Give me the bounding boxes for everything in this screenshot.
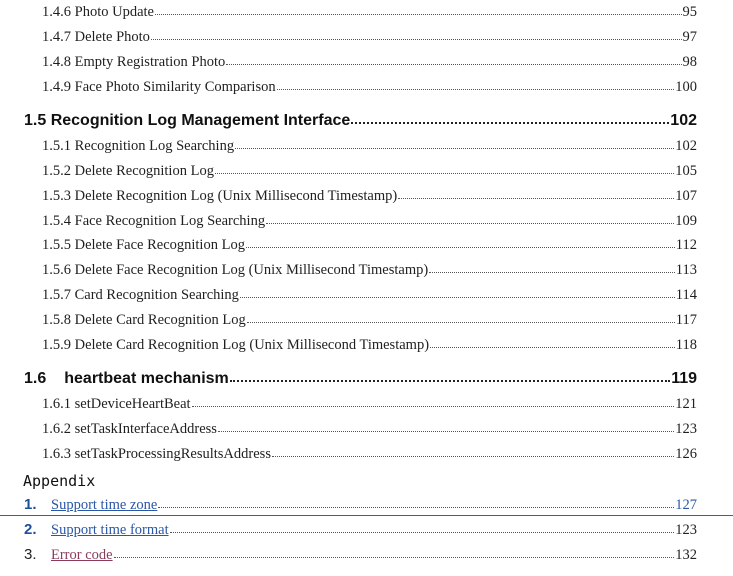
toc-entry-page: 113	[675, 262, 697, 278]
dot-leader	[192, 405, 675, 407]
dot-leader	[170, 531, 675, 533]
toc-entry[interactable]	[0, 29, 733, 46]
toc-section-label: heartbeat mechanism	[64, 370, 229, 387]
appendix-link-label[interactable]: Error code	[51, 547, 113, 563]
toc-entry[interactable]	[0, 446, 733, 463]
toc-entry-label: 1.5.8 Delete Card Recognition Log	[42, 312, 246, 328]
toc-entry-page: 105	[675, 163, 697, 179]
toc-entry-page: 114	[675, 287, 697, 303]
appendix-index: 1.	[24, 496, 37, 513]
toc-section-entry[interactable]	[0, 112, 733, 130]
toc-entry-page: 126	[675, 446, 697, 462]
appendix-link-error-code[interactable]	[0, 546, 733, 564]
dot-leader	[272, 455, 674, 457]
toc-entry-page: 109	[675, 213, 697, 229]
dot-leader	[158, 506, 674, 508]
dot-leader	[215, 172, 674, 174]
toc-section-label: 1.5 Recognition Log Management Interface	[24, 112, 351, 129]
dot-leader	[114, 556, 675, 558]
toc-entry-page: 95	[682, 4, 697, 20]
toc-entry-label: 1.4.6 Photo Update	[42, 4, 154, 20]
toc-entry[interactable]	[0, 287, 733, 304]
toc-entry-page: 117	[675, 312, 697, 328]
toc-entry[interactable]	[0, 54, 733, 71]
appendix-index: 2.	[24, 521, 37, 538]
toc-entry[interactable]	[0, 237, 733, 254]
toc-entry[interactable]	[0, 4, 733, 21]
dot-leader	[277, 88, 675, 90]
toc-entry-page: 107	[675, 188, 697, 204]
dot-leader	[398, 197, 674, 199]
toc-entry-label: 1.4.9 Face Photo Similarity Comparison	[42, 79, 276, 95]
toc-entry[interactable]	[0, 138, 733, 155]
toc-entry-label: 1.6.2 setTaskInterfaceAddress	[42, 421, 217, 437]
toc-entry[interactable]	[0, 396, 733, 413]
appendix-index: 3.	[24, 546, 37, 563]
dot-leader	[246, 246, 675, 248]
toc-entry-label: 1.5.3 Delete Recognition Log (Unix Millisecond Timestamp)	[42, 188, 398, 204]
appendix-heading: Appendix	[23, 472, 96, 490]
appendix-link-label[interactable]: Support time format	[51, 522, 169, 538]
toc-entry[interactable]	[0, 312, 733, 329]
dot-leader	[230, 379, 670, 382]
toc-section-page: 119	[671, 370, 697, 387]
dot-leader	[218, 430, 674, 432]
toc-entry-page: 97	[682, 29, 697, 45]
toc-entry-label: 1.5.5 Delete Face Recognition Log	[42, 237, 245, 253]
appendix-page[interactable]: 127	[675, 497, 697, 513]
toc-entry-label: 1.5.7 Card Recognition Searching	[42, 287, 239, 303]
dot-leader	[240, 296, 675, 298]
toc-entry-label: 1.4.7 Delete Photo	[42, 29, 150, 45]
toc-entry-page: 100	[675, 79, 697, 95]
dot-leader	[430, 346, 675, 348]
toc-entry-label: 1.5.9 Delete Card Recognition Log (Unix Millisecond Timestamp)	[42, 337, 430, 353]
toc-entry[interactable]	[0, 262, 733, 279]
toc-entry-label: 1.5.1 Recognition Log Searching	[42, 138, 235, 154]
toc-section-number: 1.6	[24, 370, 47, 387]
toc-entry-label: 1.4.8 Empty Registration Photo	[42, 54, 226, 70]
dot-leader	[429, 271, 675, 273]
toc-section-entry[interactable]	[0, 370, 733, 388]
dot-leader	[226, 63, 681, 65]
dot-leader	[151, 38, 682, 40]
dot-leader	[155, 13, 682, 15]
dot-leader	[235, 147, 674, 149]
toc-section-page: 102	[670, 112, 697, 129]
toc-entry-label: 1.5.6 Delete Face Recognition Log (Unix Millisecond Timestamp)	[42, 262, 429, 278]
appendix-link-time-zone[interactable]	[0, 496, 733, 516]
dot-leader	[247, 321, 675, 323]
toc-entry-label: 1.5.2 Delete Recognition Log	[42, 163, 214, 179]
toc-entry-label: 1.5.4 Face Recognition Log Searching	[42, 213, 266, 229]
toc-entry-page: 102	[675, 138, 697, 154]
toc-entry[interactable]	[0, 421, 733, 438]
toc-entry[interactable]	[0, 79, 733, 96]
toc-entry[interactable]	[0, 188, 733, 205]
appendix-page[interactable]: 123	[675, 522, 697, 538]
appendix-link-label[interactable]: Support time zone	[51, 497, 158, 513]
toc-entry-page: 112	[675, 237, 697, 253]
toc-entry-label: 1.6.1 setDeviceHeartBeat	[42, 396, 191, 412]
toc-entry-page: 118	[675, 337, 697, 353]
dot-leader	[351, 121, 669, 124]
toc-entry[interactable]	[0, 213, 733, 230]
toc-entry[interactable]	[0, 163, 733, 180]
toc-entry-page: 123	[675, 421, 697, 437]
toc-entry[interactable]	[0, 337, 733, 354]
toc-entry-page: 98	[682, 54, 697, 70]
toc-entry-page: 121	[675, 396, 697, 412]
dot-leader	[266, 222, 674, 224]
appendix-page[interactable]: 132	[675, 547, 697, 563]
toc-entry-label: 1.6.3 setTaskProcessingResultsAddress	[42, 446, 271, 462]
